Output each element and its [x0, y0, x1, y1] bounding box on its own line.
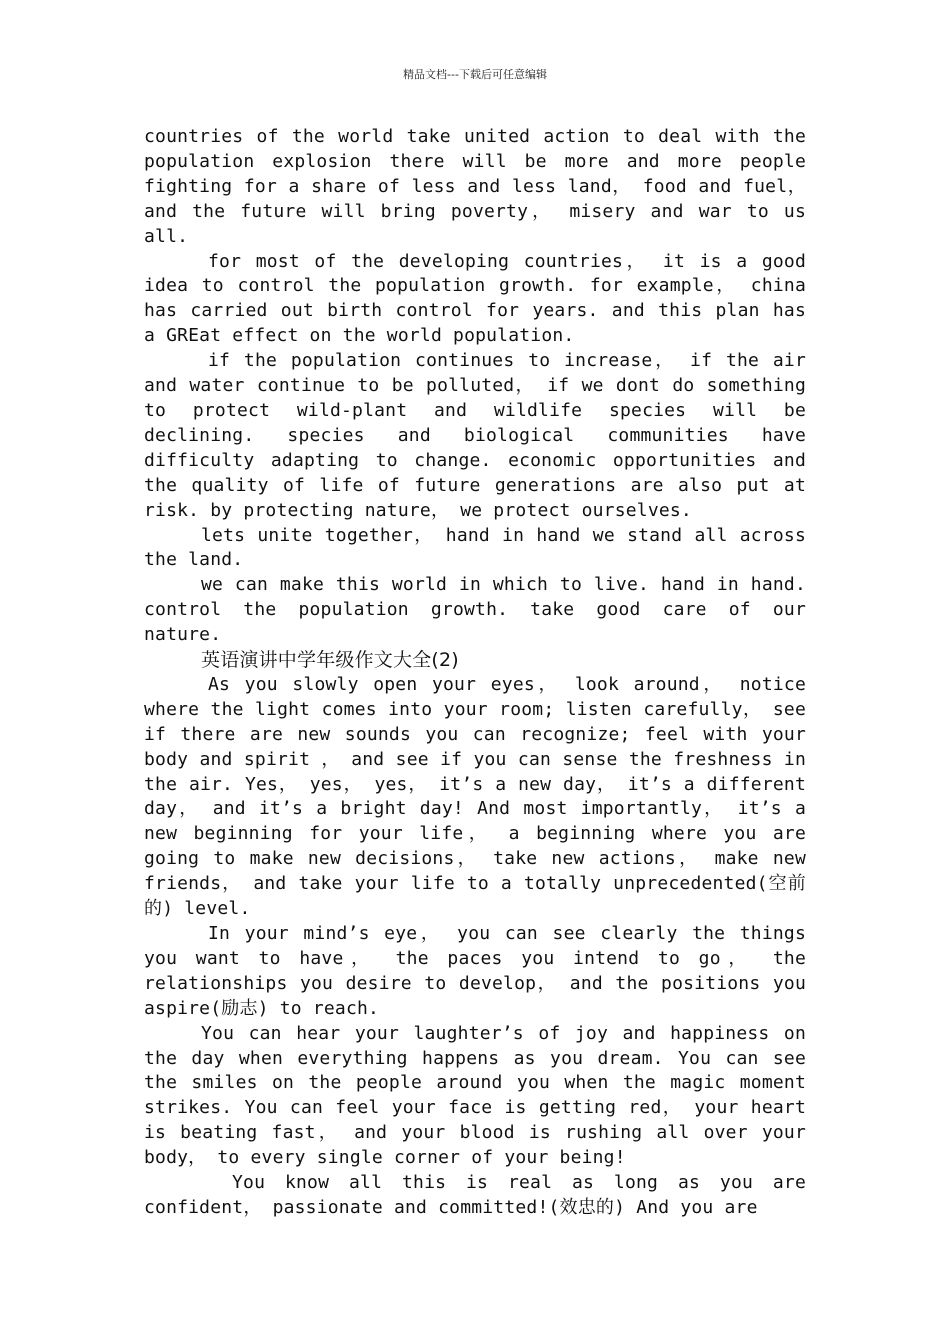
paragraph: we can make this world in which to live. hand in hand. control the population growth. take good care of our nature.: [144, 574, 806, 646]
page-header: 精品文档---下载后可任意编辑: [403, 68, 547, 81]
paragraph: You know all this is real as long as you are confident， passionate and committed!(效忠的) And you are: [144, 1172, 806, 1218]
paragraph: In your mind’s eye， you can see clearly the things you want to have， the paces you intend to go， the relationships you desire to develop， and the positions you aspire(励志) to reach.: [144, 923, 806, 1019]
paragraph: lets unite together， hand in hand we stand all across the land.: [144, 524, 806, 571]
paragraph: As you slowly open your eyes， look around， notice where the light comes into your room; listen carefully， see if there are new sounds you can recognize; feel with your body and spirit ， and see if you can sense the freshness in the air. Yes， yes， yes， it’s a new day， it’s a different day， and it’s a bright day! And most importantly， it’s a new beginning for your life， a beginning where you are going to make new decisions， take new actions， make new friends， and take your life to a totally unprecedented(空前的) level.: [144, 673, 806, 920]
paragraph: countries of the world take united action to deal with the population explosion there will be more and more people fighting for a share of less and less land， food and fuel， and the future will bring poverty， misery and war to us all.: [144, 126, 806, 247]
paragraph: You can hear your laughter’s of joy and happiness on the day when everything happens as you dream. You can see the smiles on the people around you when the magic moment strikes. You can feel your face is getting red， your heart is beating fast， and your blood is rushing all over your body， to every single corner of your being!: [144, 1022, 806, 1169]
section-heading: 英语演讲中学年级作文大全(2): [201, 649, 459, 672]
document-body: [144, 125, 806, 1221]
paragraph: for most of the developing countries， it is a good idea to control the population growth. for example， china has carried out birth control for years. and this plan has a GREat effect on the world population.: [144, 250, 806, 347]
paragraph: if the population continues to increase， if the air and water continue to be polluted， if we dont do something to protect wild-plant and wildlife species will be declining. species and biological communities have difficulty adapting to change. economic opportunities and the quality of life of future generations are also put at risk. by protecting nature， we protect ourselves.: [144, 350, 806, 521]
